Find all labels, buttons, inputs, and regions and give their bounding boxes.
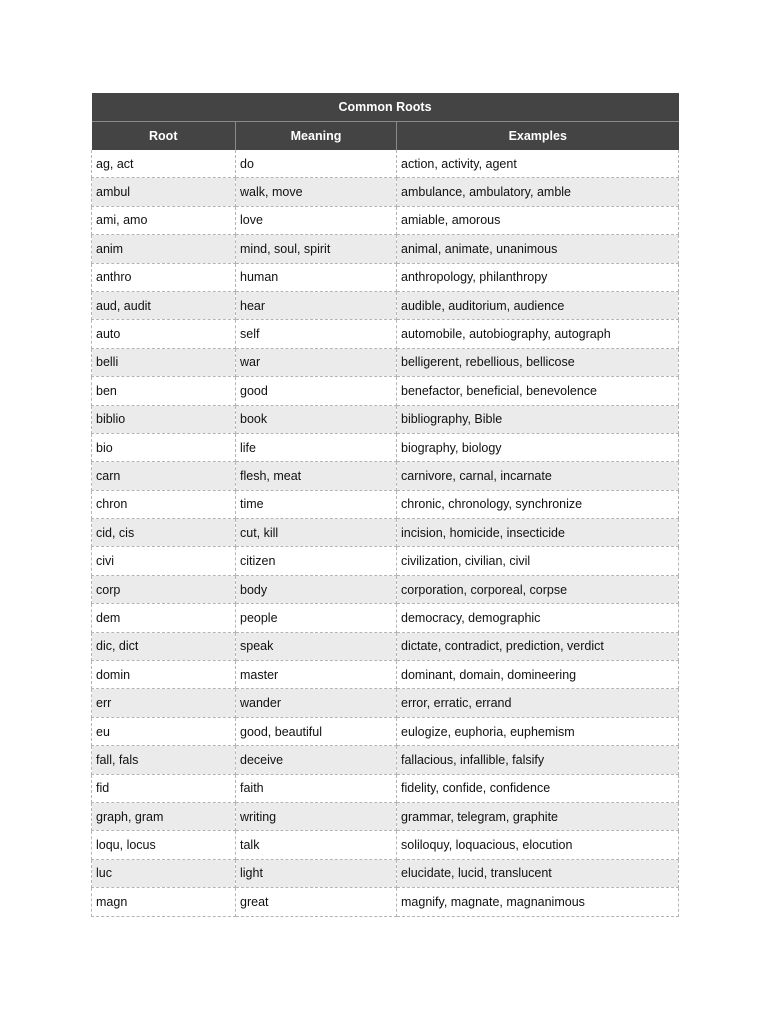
cell-examples: carnivore, carnal, incarnate xyxy=(397,462,679,490)
cell-root: belli xyxy=(92,348,236,376)
table-row xyxy=(92,604,679,632)
cell-root: ambul xyxy=(92,178,236,206)
cell-examples: automobile, autobiography, autograph xyxy=(397,320,679,348)
table-row xyxy=(92,320,679,348)
cell-meaning: human xyxy=(236,263,397,291)
cell-examples: benefactor, beneficial, benevolence xyxy=(397,377,679,405)
cell-examples: amiable, amorous xyxy=(397,206,679,234)
cell-root: graph, gram xyxy=(92,802,236,830)
table-body xyxy=(92,150,679,916)
cell-root: carn xyxy=(92,462,236,490)
table-row xyxy=(92,802,679,830)
cell-examples: dominant, domain, domineering xyxy=(397,661,679,689)
cell-root: cid, cis xyxy=(92,519,236,547)
cell-root: dem xyxy=(92,604,236,632)
cell-meaning: citizen xyxy=(236,547,397,575)
table-title: Common Roots xyxy=(92,93,679,122)
cell-examples: incision, homicide, insecticide xyxy=(397,519,679,547)
cell-root: anim xyxy=(92,235,236,263)
cell-examples: soliloquy, loquacious, elocution xyxy=(397,831,679,859)
cell-root: domin xyxy=(92,661,236,689)
table-row xyxy=(92,462,679,490)
cell-root: eu xyxy=(92,717,236,745)
cell-examples: fidelity, confide, confidence xyxy=(397,774,679,802)
cell-examples: fallacious, infallible, falsify xyxy=(397,746,679,774)
cell-meaning: light xyxy=(236,859,397,887)
cell-examples: bibliography, Bible xyxy=(397,405,679,433)
table-title-row xyxy=(92,93,679,122)
cell-root: fall, fals xyxy=(92,746,236,774)
cell-root: fid xyxy=(92,774,236,802)
cell-root: anthro xyxy=(92,263,236,291)
table-row xyxy=(92,433,679,461)
cell-examples: error, erratic, errand xyxy=(397,689,679,717)
table-row xyxy=(92,746,679,774)
table-row xyxy=(92,888,679,916)
cell-meaning: faith xyxy=(236,774,397,802)
table-row xyxy=(92,490,679,518)
table-row xyxy=(92,717,679,745)
cell-meaning: mind, soul, spirit xyxy=(236,235,397,263)
cell-meaning: war xyxy=(236,348,397,376)
cell-meaning: walk, move xyxy=(236,178,397,206)
cell-examples: anthropology, philanthropy xyxy=(397,263,679,291)
table-row xyxy=(92,291,679,319)
cell-root: magn xyxy=(92,888,236,916)
column-header-root: Root xyxy=(92,122,236,151)
cell-meaning: time xyxy=(236,490,397,518)
table-row xyxy=(92,774,679,802)
cell-root: aud, audit xyxy=(92,291,236,319)
table-row xyxy=(92,178,679,206)
cell-examples: animal, animate, unanimous xyxy=(397,235,679,263)
table-row xyxy=(92,235,679,263)
cell-meaning: good, beautiful xyxy=(236,717,397,745)
cell-root: civi xyxy=(92,547,236,575)
cell-examples: chronic, chronology, synchronize xyxy=(397,490,679,518)
table-row xyxy=(92,519,679,547)
cell-root: dic, dict xyxy=(92,632,236,660)
cell-root: err xyxy=(92,689,236,717)
table-row xyxy=(92,689,679,717)
cell-examples: eulogize, euphoria, euphemism xyxy=(397,717,679,745)
cell-root: corp xyxy=(92,575,236,603)
cell-root: loqu, locus xyxy=(92,831,236,859)
cell-examples: action, activity, agent xyxy=(397,150,679,178)
common-roots-table xyxy=(91,93,679,917)
table-row xyxy=(92,547,679,575)
cell-meaning: love xyxy=(236,206,397,234)
cell-root: bio xyxy=(92,433,236,461)
cell-examples: democracy, demographic xyxy=(397,604,679,632)
table-row xyxy=(92,150,679,178)
cell-examples: biography, biology xyxy=(397,433,679,461)
table-row xyxy=(92,661,679,689)
cell-root: luc xyxy=(92,859,236,887)
column-header-examples: Examples xyxy=(397,122,679,151)
cell-meaning: cut, kill xyxy=(236,519,397,547)
table-row xyxy=(92,377,679,405)
cell-examples: elucidate, lucid, translucent xyxy=(397,859,679,887)
cell-meaning: good xyxy=(236,377,397,405)
cell-meaning: deceive xyxy=(236,746,397,774)
cell-examples: grammar, telegram, graphite xyxy=(397,802,679,830)
cell-meaning: great xyxy=(236,888,397,916)
cell-meaning: master xyxy=(236,661,397,689)
cell-meaning: self xyxy=(236,320,397,348)
cell-root: ami, amo xyxy=(92,206,236,234)
table-row xyxy=(92,206,679,234)
cell-examples: magnify, magnate, magnanimous xyxy=(397,888,679,916)
cell-meaning: flesh, meat xyxy=(236,462,397,490)
cell-root: auto xyxy=(92,320,236,348)
cell-root: ag, act xyxy=(92,150,236,178)
table-row xyxy=(92,405,679,433)
cell-examples: audible, auditorium, audience xyxy=(397,291,679,319)
column-header-meaning: Meaning xyxy=(236,122,397,151)
table-row xyxy=(92,263,679,291)
cell-meaning: book xyxy=(236,405,397,433)
cell-meaning: writing xyxy=(236,802,397,830)
table-row xyxy=(92,348,679,376)
cell-examples: civilization, civilian, civil xyxy=(397,547,679,575)
column-header-row xyxy=(92,122,679,151)
table-row xyxy=(92,632,679,660)
cell-examples: dictate, contradict, prediction, verdict xyxy=(397,632,679,660)
cell-meaning: body xyxy=(236,575,397,603)
cell-meaning: hear xyxy=(236,291,397,319)
table-head xyxy=(92,93,679,150)
cell-meaning: speak xyxy=(236,632,397,660)
cell-root: ben xyxy=(92,377,236,405)
cell-meaning: people xyxy=(236,604,397,632)
cell-meaning: wander xyxy=(236,689,397,717)
cell-meaning: talk xyxy=(236,831,397,859)
cell-meaning: life xyxy=(236,433,397,461)
cell-meaning: do xyxy=(236,150,397,178)
table-row xyxy=(92,859,679,887)
table-row xyxy=(92,831,679,859)
table-row xyxy=(92,575,679,603)
cell-examples: corporation, corporeal, corpse xyxy=(397,575,679,603)
cell-examples: ambulance, ambulatory, amble xyxy=(397,178,679,206)
cell-root: biblio xyxy=(92,405,236,433)
cell-examples: belligerent, rebellious, bellicose xyxy=(397,348,679,376)
cell-root: chron xyxy=(92,490,236,518)
